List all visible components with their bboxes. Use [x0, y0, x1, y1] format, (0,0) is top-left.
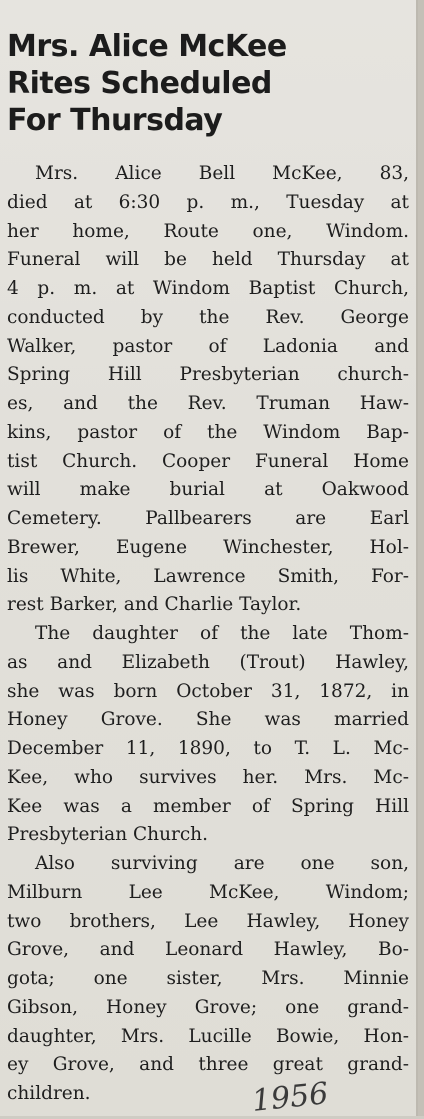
article-line: Walker, pastor of Ladonia and	[7, 335, 409, 357]
headline-line: Rites Scheduled	[7, 66, 272, 101]
article-body	[7, 160, 409, 1109]
article-line: ey Grove, and three great grand-	[7, 1054, 409, 1076]
headline-line: Mrs. Alice McKee	[7, 29, 287, 64]
article-line: Honey Grove. She was married	[7, 709, 409, 731]
article-line: her home, Route one, Windom.	[7, 220, 409, 242]
article-line: 4 p. m. at Windom Baptist Church,	[7, 278, 409, 299]
article-line: Cemetery. Pallbearers are Earl	[7, 508, 409, 529]
article-line: Kee, who survives her. Mrs. Mc-	[7, 766, 409, 788]
article-line: Funeral will be held Thursday at	[7, 249, 409, 271]
article-line: kins, pastor of the Windom Bap-	[7, 421, 409, 443]
article-line: Kee was a member of Spring Hill	[7, 795, 409, 817]
article-line: Brewer, Eugene Winchester, Hol-	[7, 536, 409, 558]
headline	[7, 28, 407, 139]
article-line: Gibson, Honey Grove; one grand-	[7, 996, 409, 1018]
article-line: rest Barker, and Charlie Taylor.	[7, 594, 302, 616]
headline-line: For Thursday	[7, 103, 223, 138]
article-line: daughter, Mrs. Lucille Bowie, Hon-	[7, 1025, 409, 1047]
article-line: died at 6:30 p. m., Tuesday at	[7, 191, 409, 213]
article-line: gota; one sister, Mrs. Minnie	[7, 968, 409, 989]
article-line: as and Elizabeth (Trout) Hawley,	[7, 651, 409, 673]
article-line: lis White, Lawrence Smith, For-	[7, 565, 409, 587]
article-line: Presbyterian Church.	[7, 824, 208, 846]
article-line: Milburn Lee McKee, Windom;	[7, 881, 409, 903]
handwritten-year: 1956	[250, 1076, 330, 1119]
article-line: Spring Hill Presbyterian church-	[7, 364, 409, 386]
article-line: Also surviving are one son,	[35, 853, 409, 874]
article-line: tist Church. Cooper Funeral Home	[7, 450, 409, 472]
article-line: December 11, 1890, to T. L. Mc-	[7, 738, 409, 759]
article-line: The daughter of the late Thom-	[35, 623, 409, 644]
clipping-edge	[418, 0, 424, 1116]
article-line: es, and the Rev. Truman Haw-	[7, 393, 409, 414]
article-line: conducted by the Rev. George	[7, 306, 409, 328]
article-line: two brothers, Lee Hawley, Honey	[7, 910, 409, 932]
article-line: she was born October 31, 1872, in	[7, 680, 409, 702]
article-line: will make burial at Oakwood	[7, 479, 409, 501]
article-line: children.	[7, 1083, 91, 1104]
article-line: Grove, and Leonard Hawley, Bo-	[7, 939, 409, 961]
article-line: Mrs. Alice Bell McKee, 83,	[35, 163, 409, 184]
